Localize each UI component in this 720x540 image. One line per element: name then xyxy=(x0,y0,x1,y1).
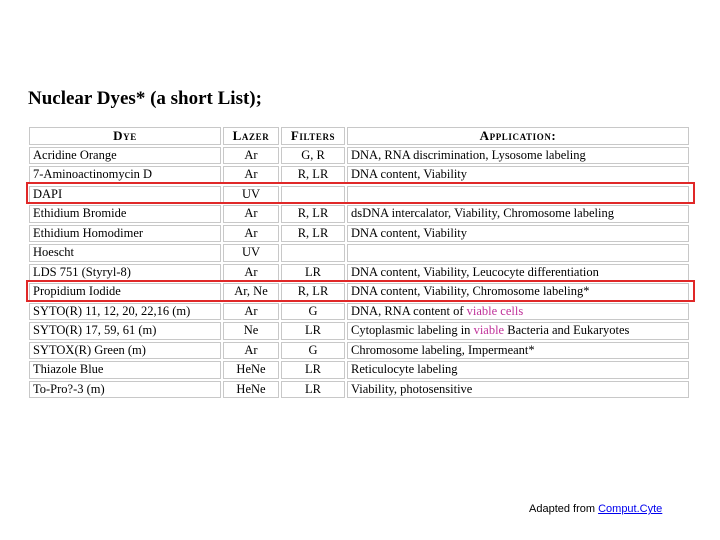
dye-application: DNA content, Viability, Chromosome labeling* xyxy=(347,283,689,301)
dye-laser: HeNe xyxy=(223,361,279,379)
header-filters: Filters xyxy=(281,127,345,145)
dye-laser: UV xyxy=(223,186,279,204)
dye-laser: UV xyxy=(223,244,279,262)
credit-prefix: Adapted from xyxy=(529,503,599,515)
dye-name: SYTO(R) 11, 12, 20, 22,16 (m) xyxy=(29,303,221,321)
dye-name: SYTO(R) 17, 59, 61 (m) xyxy=(29,322,221,340)
dye-name: 7-Aminoactinomycin D xyxy=(29,166,221,184)
table-row xyxy=(29,244,689,262)
header-laser: Lazer xyxy=(223,127,279,145)
table-header-row xyxy=(29,127,689,145)
dye-laser: Ar xyxy=(223,225,279,243)
dye-filters: R, LR xyxy=(281,166,345,184)
application-highlight: viable xyxy=(473,323,505,338)
header-application: Application: xyxy=(347,127,689,145)
nuclear-dyes-table xyxy=(27,125,691,400)
header-dye: Dye xyxy=(29,127,221,145)
dye-application xyxy=(347,303,689,321)
dye-name: LDS 751 (Styryl-8) xyxy=(29,264,221,282)
page-title: Nuclear Dyes* (a short List); xyxy=(28,88,262,109)
dye-name: Thiazole Blue xyxy=(29,361,221,379)
dye-filters: LR xyxy=(281,322,345,340)
table-row xyxy=(29,361,689,379)
dye-laser: Ne xyxy=(223,322,279,340)
dye-filters: R, LR xyxy=(281,283,345,301)
dye-filters: G xyxy=(281,303,345,321)
dye-laser: HeNe xyxy=(223,381,279,399)
dye-name: Ethidium Homodimer xyxy=(29,225,221,243)
dye-filters: LR xyxy=(281,264,345,282)
application-text: DNA, RNA content of xyxy=(351,303,467,318)
dye-laser: Ar xyxy=(223,205,279,223)
credit-line xyxy=(529,503,662,515)
dye-name: Acridine Orange xyxy=(29,147,221,165)
dye-application: DNA content, Viability, Leucocyte differentiation xyxy=(347,264,689,282)
dye-application xyxy=(347,322,689,340)
dye-filters: LR xyxy=(281,361,345,379)
table-row xyxy=(29,264,689,282)
dye-application: Viability, photosensitive xyxy=(347,381,689,399)
table-row xyxy=(29,166,689,184)
table-row xyxy=(29,342,689,360)
dye-name: Hoescht xyxy=(29,244,221,262)
dye-name: Propidium Iodide xyxy=(29,283,221,301)
computcyte-link[interactable]: Comput.Cyte xyxy=(598,503,663,515)
dye-filters: G, R xyxy=(281,147,345,165)
application-text-rest: Bacteria and Eukaryotes xyxy=(504,323,630,338)
dye-filters: R, LR xyxy=(281,205,345,223)
application-text: Cytoplasmic labeling in xyxy=(351,323,474,338)
dye-application: Reticulocyte labeling xyxy=(347,361,689,379)
table-row xyxy=(29,381,689,399)
dye-name: To-Pro?-3 (m) xyxy=(29,381,221,399)
table-row xyxy=(29,303,689,321)
dye-laser: Ar xyxy=(223,342,279,360)
table-row xyxy=(29,322,689,340)
application-highlight: viable cells xyxy=(466,303,524,318)
dye-filters xyxy=(281,244,345,262)
dye-application: DNA content, Viability xyxy=(347,166,689,184)
dye-laser: Ar xyxy=(223,264,279,282)
table-row xyxy=(29,225,689,243)
dye-laser: Ar xyxy=(223,303,279,321)
dye-filters: LR xyxy=(281,381,345,399)
dapi-highlight-box xyxy=(26,182,695,204)
dye-laser: Ar xyxy=(223,147,279,165)
table-row xyxy=(29,205,689,223)
dye-application: DNA content, Viability xyxy=(347,225,689,243)
dye-laser: Ar xyxy=(223,166,279,184)
propidium-iodide-highlight-box xyxy=(26,280,695,302)
dye-laser: Ar, Ne xyxy=(223,283,279,301)
dye-name: SYTOX(R) Green (m) xyxy=(29,342,221,360)
table-row xyxy=(29,147,689,165)
dye-name: DAPI xyxy=(29,186,221,204)
dye-filters: G xyxy=(281,342,345,360)
dye-name: Ethidium Bromide xyxy=(29,205,221,223)
dye-application xyxy=(347,244,689,262)
dye-application: DNA, RNA discrimination, Lysosome labeling xyxy=(347,147,689,165)
dye-filters: R, LR xyxy=(281,225,345,243)
dye-application: dsDNA intercalator, Viability, Chromosome labeling xyxy=(347,205,689,223)
dye-application: Chromosome labeling, Impermeant* xyxy=(347,342,689,360)
